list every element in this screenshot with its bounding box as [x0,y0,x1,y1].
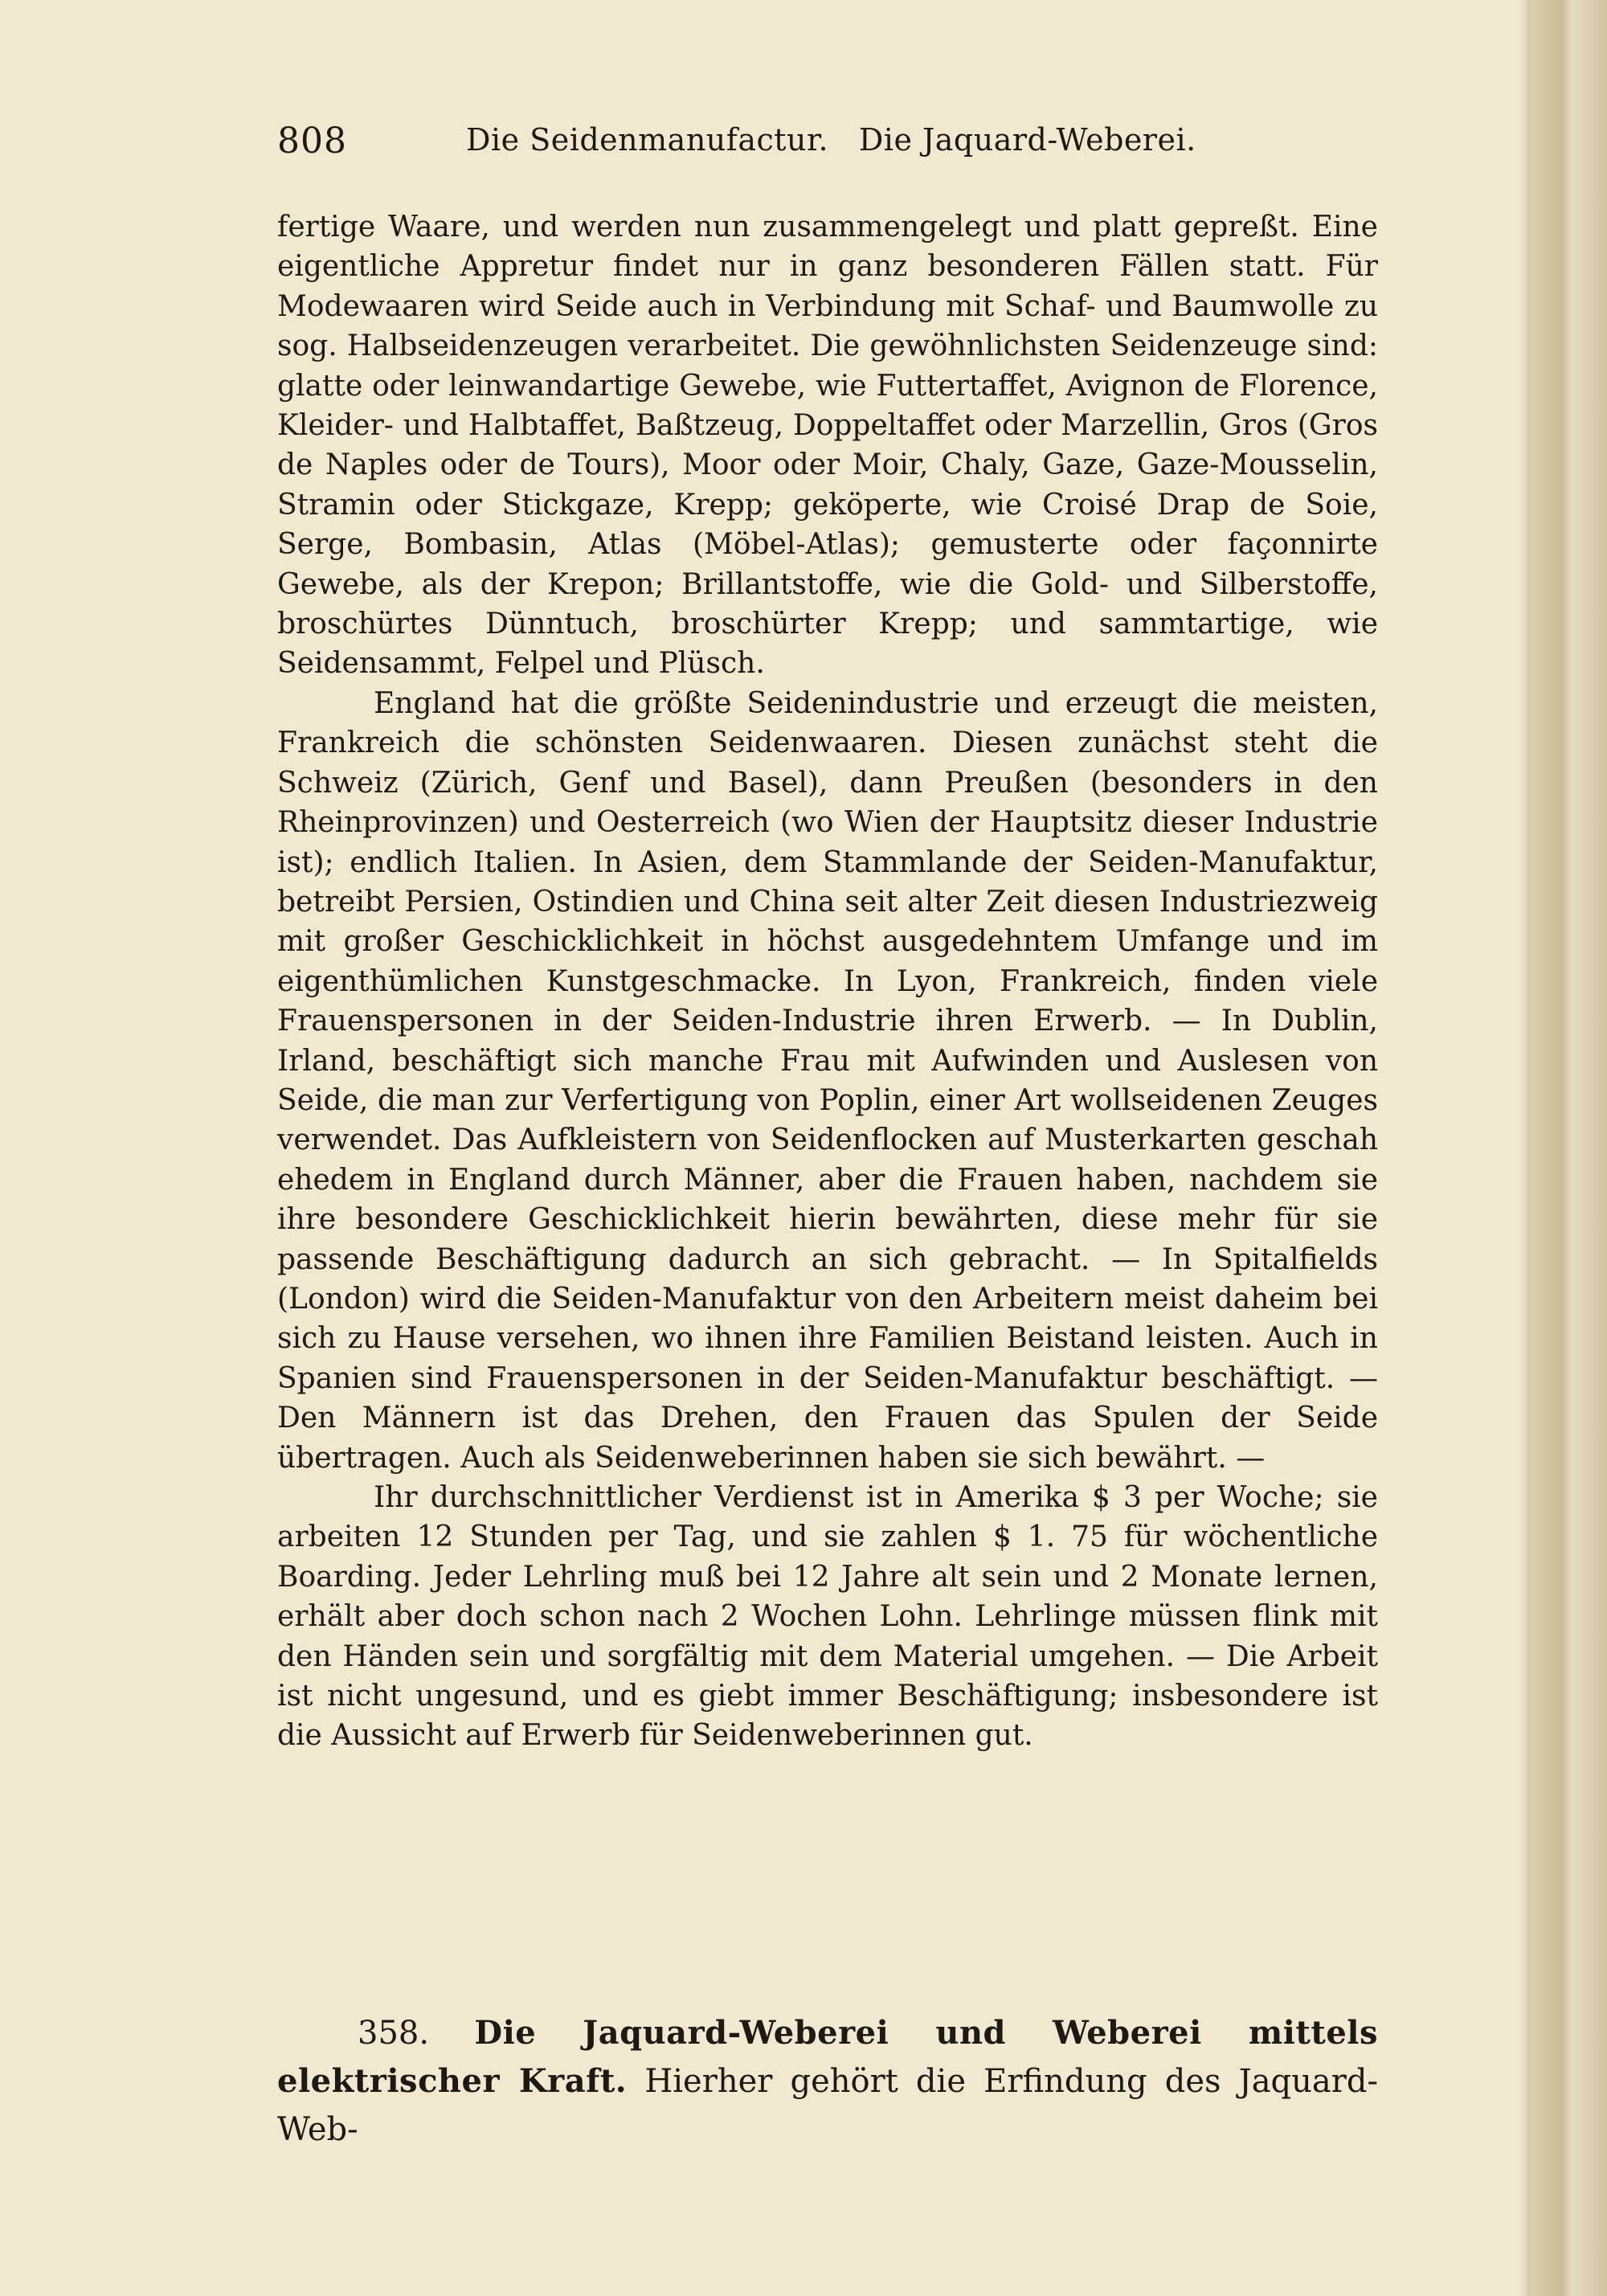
body-text [277,207,1378,1756]
paragraph-2: England hat die größte Seidenindustrie und erzeugt die meisten, Frankreich die schönsten Seidenwaaren. Diesen zunächst steht die Schweiz (Zürich, Genf und Basel), dann Preußen (besonders in den Rheinprovinzen) und Oesterreich (wo Wien der Hauptsitz dieser Industrie ist); endlich Italien. In Asien, dem Stammlande der Seiden-Manufaktur, betreibt Persien, Ostindien und China seit alter Zeit diesen Industriezweig mit großer Geschicklichkeit in höchst ausgedehntem Umfange und im eigenthümlichen Kunstgeschmacke. In Lyon, Frankreich, finden viele Frauenspersonen in der Seiden-Industrie ihren Erwerb. — In Dublin, Irland, beschäftigt sich manche Frau mit Aufwinden und Auslesen von Seide, die man zur Verfertigung von Poplin, einer Art wollseidenen Zeuges verwendet. Das Aufkleistern von Seidenflocken auf Musterkarten geschah ehedem in England durch Männer, aber die Frauen haben, nachdem sie ihre besondere Geschicklichkeit hierin bewährten, diese mehr für sie passende Beschäftigung dadurch an sich gebracht. — In Spitalfields (London) wird die Seiden-Manufaktur von den Arbeitern meist daheim bei sich zu Hause versehen, wo ihnen ihre Familien Beistand leisten. Auch in Spanien sind Frauenspersonen in der Seiden-Manufaktur beschäftigt. — Den Männern ist das Drehen, den Frauen das Spulen der Seide übertragen. Auch als Seidenweberinnen haben sie sich bewährt. — [277,686,1378,1475]
page-header [277,121,1378,169]
adjacent-page-edge [1531,0,1607,2296]
section-358 [277,2009,1378,2154]
section-number: 358. [358,2015,430,2052]
page-number: 808 [277,121,347,162]
paragraph-1: fertige Waare, und werden nun zusammengelegt und platt gepreßt. Eine eigentliche Appretur findet nur in ganz besonderen Fällen statt. Für Modewaaren wird Seide auch in Verbindung mit Schaf- und Baumwolle zu sog. Halbseidenzeugen verarbeitet. Die gewöhnlichsten Seidenzeuge sind: glatte oder leinwandartige Gewebe, wie Futtertaffet, Avignon de Florence, Kleider- und Halbtaffet, Baßtzeug, Doppeltaffet oder Marzellin, Gros (Gros de Naples oder de Tours), Moor oder Moir, Chaly, Gaze, Gaze-Mousselin, Stramin oder Stickgaze, Krepp; geköperte, wie Croisé Drap de Soie, Serge, Bombasin, Atlas (Möbel-Atlas); gemusterte oder façonnirte Gewebe, als der Krepon; Brillantstoffe, wie die Gold- und Silberstoffe, broschürtes Dünntuch, broschürter Krepp; und sammtartige, wie Seidensammt, Felpel und Plüsch. [277,211,1378,681]
section-title: Die Jaquard-Weberei und Weberei mittels elektrischer Kraft. [277,2014,1378,2100]
paragraph-3: Ihr durchschnittlicher Verdienst ist in Amerika $ 3 per Woche; sie arbeiten 12 Stunden per Tag, und sie zahlen $ 1. 75 für wöchentliche Boarding. Jeder Lehrling muß bei 12 Jahre alt sein und 2 Monate lernen, erhält aber doch schon nach 2 Wochen Lohn. Lehrlinge müssen flink mit den Händen sein und sorgfältig mit dem Material umgehen. — Die Arbeit ist nicht ungesund, und es giebt immer Beschäftigung; insbesondere ist die Aussicht auf Erwerb für Seidenweberinnen gut. [277,1481,1378,1753]
section-text: Hierher gehört die Erfindung des Jaquard-Web- [277,2063,1379,2148]
page-gutter-shadow [1521,0,1531,2296]
running-title: Die Seidenmanufactur. Die Jaquard-Weberei. [466,122,1196,158]
